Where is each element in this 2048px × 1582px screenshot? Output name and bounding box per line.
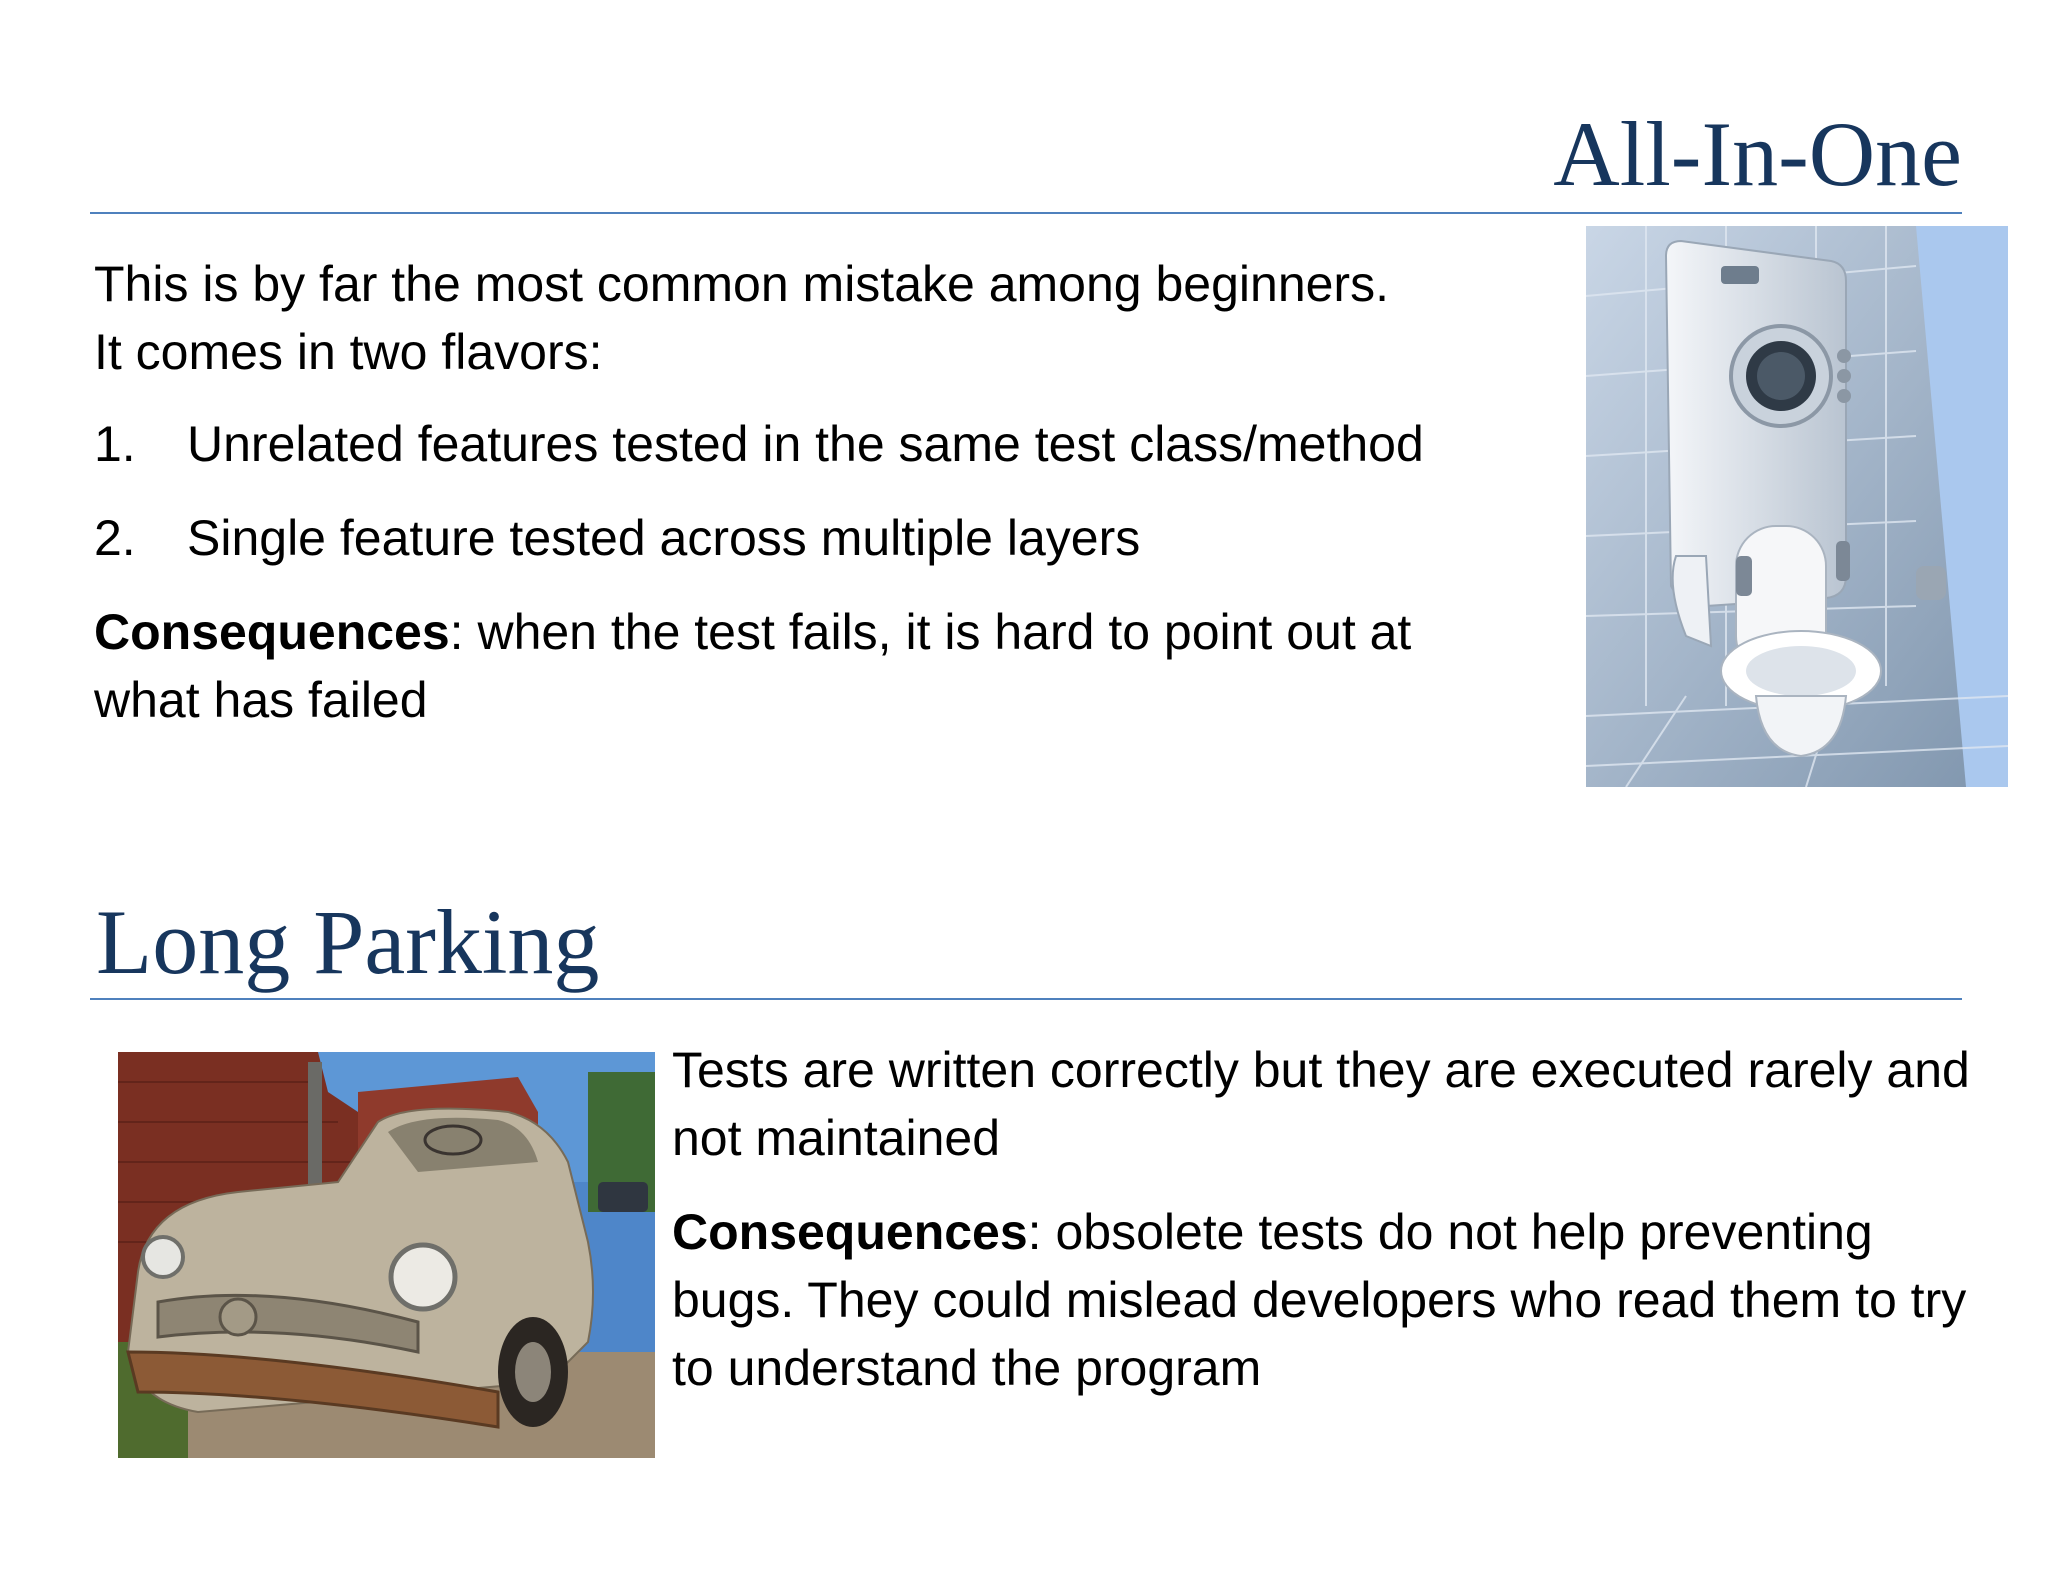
title-divider <box>90 998 1962 1000</box>
consequences-text: : obsolete tests do not help preventing bugs. They could mislead developers who read them to try to understand the program <box>672 1204 1967 1396</box>
old-rusty-car-image <box>118 1052 655 1458</box>
consequences-paragraph <box>94 598 1514 734</box>
list-item <box>94 504 1514 572</box>
section-body-long-parking <box>672 1036 1972 1402</box>
intro-line: It comes in two flavors: <box>94 324 603 380</box>
list-item <box>94 410 1514 478</box>
consequences-label: Consequences <box>94 604 450 660</box>
intro-paragraph <box>94 250 1514 386</box>
list-item-text: Single feature tested across multiple layers <box>187 510 1141 566</box>
list-number: 2. <box>94 510 136 566</box>
description-paragraph: Tests are written correctly but they are executed rarely and not maintained <box>672 1042 1970 1166</box>
list-item-text: Unrelated features tested in the same test class/method <box>187 416 1424 472</box>
section-title-all-in-one: All-In-One <box>1553 103 1962 205</box>
list-number: 1. <box>94 416 136 472</box>
section-body-all-in-one <box>94 250 1514 734</box>
consequences-text: : when the test fails, it is hard to point out at what has failed <box>94 604 1412 728</box>
consequences-label: Consequences <box>672 1204 1028 1260</box>
intro-line: This is by far the most common mistake among beginners. <box>94 256 1389 312</box>
section-title-long-parking: Long Parking <box>96 891 600 993</box>
consequences-paragraph <box>672 1198 1972 1402</box>
toilet-washing-machine-image <box>1586 226 2008 787</box>
title-divider <box>90 212 1962 214</box>
